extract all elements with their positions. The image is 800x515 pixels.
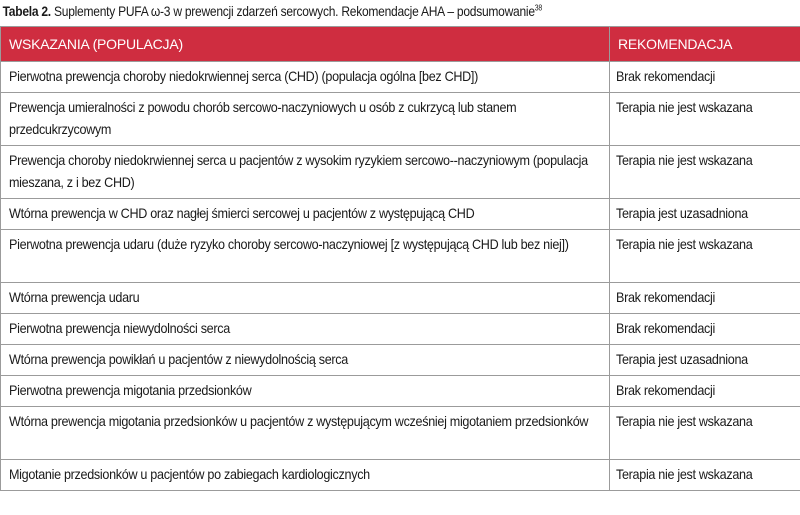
table-header-row <box>1 27 800 62</box>
recommendation-cell: Terapia nie jest wskazana <box>610 407 800 460</box>
caption-text: Suplementy PUFA ω-3 w prewencji zdarzeń sercowych. Rekomendacje AHA – podsumowanie <box>50 3 535 19</box>
table-row <box>1 283 800 314</box>
indication-cell: Migotanie przedsionków u pacjentów po zabiegach kardiologicznych <box>1 460 610 491</box>
table-row <box>1 93 800 146</box>
indication-cell: Pierwotna prewencja migotania przedsionków <box>1 376 610 407</box>
indication-cell: Wtórna prewencja udaru <box>1 283 610 314</box>
table-row <box>1 407 800 460</box>
recommendation-cell: Brak rekomendacji <box>610 376 800 407</box>
table-row <box>1 314 800 345</box>
table-row <box>1 62 800 93</box>
recommendation-cell: Terapia jest uzasadniona <box>610 199 800 230</box>
indication-cell: Wtórna prewencja w CHD oraz nagłej śmierci sercowej u pacjentów z występującą CHD <box>1 199 610 230</box>
recommendations-table <box>0 26 800 491</box>
indication-cell: Pierwotna prewencja udaru (duże ryzyko choroby sercowo-naczyniowej [z występującą CHD lub bez niej]) <box>1 230 610 283</box>
caption-label: Tabela 2. <box>2 3 51 19</box>
table-caption <box>0 0 800 26</box>
recommendation-cell: Terapia nie jest wskazana <box>610 93 800 146</box>
recommendation-cell: Terapia nie jest wskazana <box>610 460 800 491</box>
table-row <box>1 376 800 407</box>
indication-cell: Pierwotna prewencja niewydolności serca <box>1 314 610 345</box>
indication-cell: Prewencja umieralności z powodu chorób sercowo-naczyniowych u osób z cukrzycą lub stanem przedcukrzycowym <box>1 93 610 146</box>
header-recommendation: REKOMENDACJA <box>610 27 800 62</box>
recommendation-cell: Terapia nie jest wskazana <box>610 230 800 283</box>
recommendation-cell: Brak rekomendacji <box>610 62 800 93</box>
table-row <box>1 460 800 491</box>
indication-cell: Wtórna prewencja migotania przedsionków u pacjentów z występującym wcześniej migotaniem przedsionków <box>1 407 610 460</box>
recommendation-cell: Terapia nie jest wskazana <box>610 146 800 199</box>
indication-cell: Wtórna prewencja powikłań u pacjentów z niewydolnością serca <box>1 345 610 376</box>
caption-reference: 38 <box>534 3 542 13</box>
recommendation-cell: Brak rekomendacji <box>610 314 800 345</box>
table-row <box>1 230 800 283</box>
indication-cell: Prewencja choroby niedokrwiennej serca u pacjentów z wysokim ryzykiem sercowo--naczyniowym (populacja mieszana, z i bez CHD) <box>1 146 610 199</box>
header-indications: WSKAZANIA (POPULACJA) <box>1 27 610 62</box>
table-row <box>1 345 800 376</box>
table-row <box>1 199 800 230</box>
recommendation-cell: Terapia jest uzasadniona <box>610 345 800 376</box>
indication-cell: Pierwotna prewencja choroby niedokrwiennej serca (CHD) (populacja ogólna [bez CHD]) <box>1 62 610 93</box>
recommendation-cell: Brak rekomendacji <box>610 283 800 314</box>
table-row <box>1 146 800 199</box>
